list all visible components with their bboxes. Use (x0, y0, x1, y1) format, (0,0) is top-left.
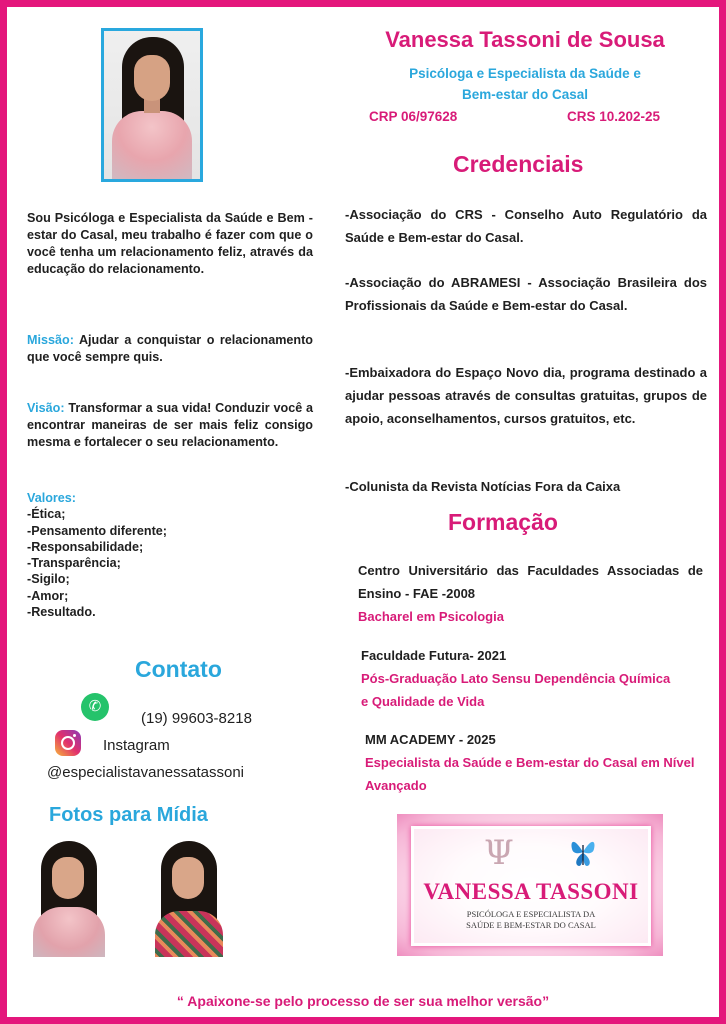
values-list (27, 490, 167, 620)
logo-tagline-line-2: SAÚDE E BEM-ESTAR DO CASAL (466, 920, 596, 930)
instagram-handle[interactable]: @especialistavanessatassoni (47, 764, 244, 781)
psi-icon: Ψ (484, 833, 514, 873)
credentials-title: Credenciais (453, 151, 584, 177)
mission-label: Missão: (27, 333, 74, 347)
crp-number: CRP 06/97628 (369, 109, 458, 124)
value-item: -Ética; (27, 507, 66, 522)
value-item: -Sigilo; (27, 572, 70, 587)
logo-tagline (414, 909, 648, 931)
education-institution: Faculdade Futura- 2021 (361, 648, 507, 663)
mission-block (27, 332, 313, 366)
education-item (361, 644, 706, 713)
credential-item: -Colunista da Revista Notícias Fora da Caixa (345, 479, 621, 494)
vision-label: Visão: (27, 401, 65, 415)
education-institution: Centro Universitário das Faculdades Associadas de Ensino - FAE -2008 (358, 563, 703, 601)
education-course: Bacharel em Psicologia (358, 609, 504, 624)
profile-subtitle (343, 63, 707, 105)
phone-number[interactable]: (19) 99603-8218 (141, 710, 252, 727)
profile-name: Vanessa Tassoni de Sousa (385, 27, 665, 52)
profile-photo (101, 28, 203, 182)
media-title: Fotos para Mídia (49, 804, 208, 826)
crs-number: CRS 10.202-25 (567, 109, 661, 124)
subtitle-line-2: Bem-estar do Casal (461, 87, 589, 102)
footer-quote: “ Apaixone-se pelo processo de ser sua melhor versão” (176, 993, 550, 1009)
value-item: -Transparência; (27, 556, 121, 571)
education-institution: MM ACADEMY - 2025 (365, 732, 496, 747)
instagram-icon[interactable] (55, 730, 81, 756)
logo-tagline-line-1: PSICÓLOGA E ESPECIALISTA DA (466, 909, 596, 919)
education-course: Especialista da Saúde e Bem-estar do Casal em Nível Avançado (365, 755, 695, 793)
vision-block (27, 400, 313, 451)
vision-text: Transformar a sua vida! Conduzir você a encontrar maneiras de ser mais feliz consigo mesma e fortalecer o seu relacionamento. (27, 401, 313, 449)
values-label: Valores: (27, 491, 77, 505)
value-item: -Responsabilidade; (27, 539, 144, 554)
credential-item: -Associação do CRS - Conselho Auto Regulatório da Saúde e Bem-estar do Casal. (345, 207, 707, 245)
whatsapp-icon[interactable]: ✆ (81, 693, 109, 721)
education-title: Formação (448, 509, 558, 535)
intro-text: Sou Psicóloga e Especialista da Saúde e Bem -estar do Casal, meu trabalho é fazer com que o você tenha um relacionamento feliz, através da educação do relacionamento. (27, 211, 313, 276)
value-item: -Resultado. (27, 605, 96, 620)
education-course: Pós-Graduação Lato Sensu Dependência Química e Qualidade de Vida (361, 671, 671, 709)
instagram-label: Instagram (103, 737, 170, 754)
credential-item: -Associação do ABRAMESI - Associação Brasileira dos Profissionais da Saúde e Bem-estar do Casal. (345, 275, 707, 313)
logo-name: VANESSA TASSONI (423, 879, 639, 904)
media-photo-2[interactable] (147, 839, 229, 957)
butterfly-icon (570, 835, 596, 869)
media-photo-1[interactable] (27, 839, 109, 957)
education-item (365, 728, 710, 797)
value-item: -Amor; (27, 588, 69, 603)
value-item: -Pensamento diferente; (27, 523, 167, 538)
mission-text: Ajudar a conquistar o relacionamento que você sempre quis. (27, 333, 313, 364)
brand-logo (397, 814, 663, 956)
contact-title: Contato (135, 656, 222, 682)
subtitle-line-1: Psicóloga e Especialista da Saúde e (409, 66, 641, 81)
education-item (358, 559, 703, 628)
credential-item: -Embaixadora do Espaço Novo dia, programa destinado a ajudar pessoas através de consultas gratuitas, grupos de apoio, aconselhamentos, cursos gratuitos, etc. (345, 365, 707, 426)
